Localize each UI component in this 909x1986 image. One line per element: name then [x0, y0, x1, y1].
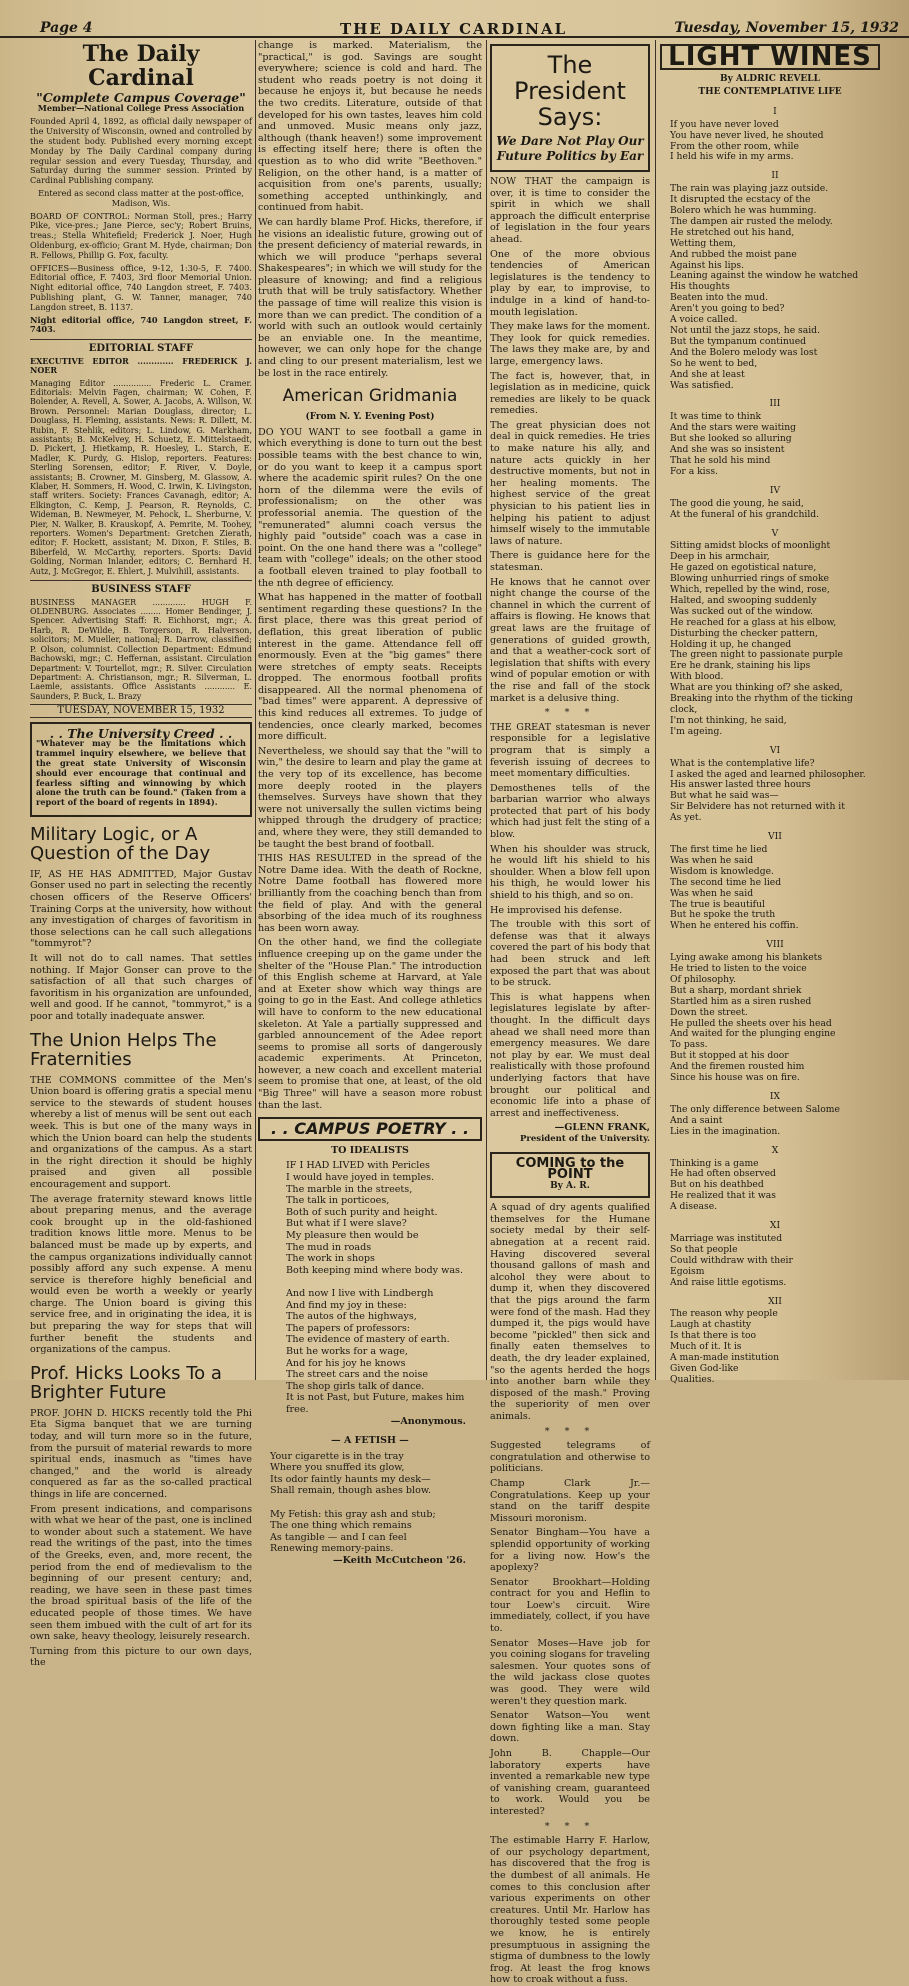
column-rule: [655, 40, 656, 1380]
poem-line: Since his house was on fire.: [670, 1072, 800, 1084]
light-wines-byline: By ALDRIC REVELL: [720, 73, 820, 84]
light-wines-box: [660, 44, 880, 70]
poem-line: If you have never loved: [670, 118, 779, 130]
poem-line: I held his wife in my arms.: [670, 151, 794, 163]
column-4: [660, 40, 880, 1385]
paragraph: This is what happens when legislatures legislate by after-thought. In the difficult days ahead we shall need more than emergency measures. We dare not play by ear. We must deal realistically with those profound underlying factors that have brought our political and economic life into a phase of arrest and ineffectiveness.: [490, 991, 650, 1119]
paragraph: THIS HAS RESULTED in the spread of the Notre Dame idea. With the death of Rockne, Notre Dame football has flowered more brilliantly from the coaching bench than from the field of play. And with the general absorbing of the idea much of its roughness has been worn away.: [258, 853, 482, 934]
poem-line: IF I HAD LIVED with Pericles: [286, 1160, 430, 1172]
poem-line: And now I live with Lindbergh: [286, 1287, 434, 1299]
poem-to-idealists: [258, 1160, 482, 1415]
separator: * * *: [544, 1820, 596, 1832]
poem-line: Shall remain, though ashes blow.: [270, 1485, 432, 1497]
poem-line: Deep in his armchair,: [670, 551, 770, 563]
poem-line: The dampen air rusted the melody.: [670, 215, 833, 227]
paragraph: The fact is, however, that, in legislation as in medicine, quick remedies are likely to be quack remedies.: [490, 370, 650, 417]
poem-line: As tangible — and I can feel: [270, 1531, 407, 1543]
poem-line: The one thing which remains: [270, 1520, 412, 1532]
paragraph: Suggested telegrams of congratulation and otherwise to politicians.: [490, 1440, 650, 1475]
poem-line: Not until the jazz stops, he said.: [670, 325, 820, 336]
column-3: [490, 40, 650, 1986]
column-rule: [255, 40, 256, 1380]
poem-line: The marble in the streets,: [286, 1183, 413, 1195]
paragraph: Senator Moses—Have job for you coining slogans for traveling salesmen. Your quotes sons of the wild jackass close quotes was good. They were wild weren't they question mark.: [490, 1637, 650, 1707]
poem-line: With blood.: [670, 671, 724, 683]
light-wines-poem: [660, 107, 880, 1386]
paragraph: There is guidance here for the statesman.: [490, 550, 650, 573]
poem-line: It was time to think: [670, 411, 762, 423]
paragraph: John B. Chapple—Our laboratory experts have invented a remarkable new type of vanishing cream, guaranteed to work. Would you be interested?: [490, 1748, 650, 1817]
poem-line: That he sold his mind: [670, 454, 771, 466]
poem-line: The only difference between Salome: [670, 1103, 840, 1115]
poem-line: Both of such purity and height.: [286, 1206, 438, 1218]
poem-line: He realized that it was: [670, 1190, 776, 1202]
offices: OFFICES—Business office, 9-12, 1:30-5, F. 7400. Editorial office, F. 7403, 3rd floor Memorial Union. Night editorial office, 740 Langdon street, F. 7403. Publishing plant, G. W. Tanner, manager, 740 Langdon street, B. 1137.: [30, 262, 252, 312]
poem-line: And for his joy he knows: [286, 1357, 406, 1369]
stanza-number: X: [771, 1144, 779, 1156]
poem-line: And the firemen rousted him: [670, 1061, 805, 1073]
article-source: (From N. Y. Evening Post): [305, 412, 435, 423]
poem-line: Down the street.: [670, 1006, 748, 1018]
poem-line: It is not Past, but Future, makes him free.: [286, 1392, 465, 1415]
paragraph: We can hardly blame Prof. Hicks, therefore, if he visions an idealistic future, growing out of the present deficiency of material rewards, in which we will produce "perhaps several Shakespeares"; in which we will study for the pleasure of knowing; and find a religious truth that will be truly satisfactory. Whether the passage of time will realize this vision is more than we can predict. The condition of a world with such an outlook would certainly be an enviable one. In the meantime, however, we can only hope for the change and cling to our present materialism, lest we be lost in the race entirely.: [258, 216, 482, 379]
executive-editor: EXECUTIVE EDITOR ............. FREDERICK J. NOER: [30, 355, 252, 376]
column-rule: [486, 40, 487, 1380]
poem-line: The first time he lied: [670, 843, 768, 855]
paragraph: The estimable Harry F. Harlow, of our psychology department, has discovered that the frog is the dumbest of all animals. He comes to this conclusion after various experiments on other creatures. Until Mr. Harlow has thoroughly tested some people we know, he is entirely presumptuous in assigning the stigma of dumbness to the lowly frog. At least the frog knows how to croak without a fuss.: [490, 1835, 650, 1986]
poem-line: Which, repelled by the wind, rose,: [670, 584, 830, 596]
poem-line: The evidence of mastery of earth.: [286, 1334, 450, 1346]
poem-line: The green night to passionate purple: [670, 649, 843, 661]
poem-line: Bolero which he was humming.: [670, 205, 817, 217]
poem-line: As yet.: [670, 812, 702, 824]
poem-line: [270, 1497, 482, 1509]
poem-line: [286, 1276, 482, 1288]
newspaper-name: THE DAILY CARDINAL: [340, 20, 568, 38]
paragraph: He knows that he cannot over night change the course of the channel in which the current of affairs is flowing. He knows that great laws are the fruitage of generations of guided growth, and that a weather-cock sort of legislation that shifts with every wind of popular emotion or with the rise and fall of the stock market is a delusive thing.: [490, 576, 650, 704]
poem-line: You have never lived, he shouted: [670, 129, 824, 141]
signature: —GLENN FRANK,: [554, 1122, 650, 1134]
poem-line: Thinking is a game: [670, 1157, 759, 1169]
coming-to-the-point-title: COMING to the POINT: [515, 1155, 625, 1183]
poem-line: And the Bolero melody was lost: [670, 346, 818, 358]
poem-line: The talk in porticoes,: [286, 1195, 390, 1207]
stanza-number: V: [771, 527, 779, 539]
poem-line: My pleasure then would be: [286, 1230, 419, 1241]
paragraph: DO YOU WANT to see football a game in which everything is done to turn out the best possible teams with the best chance to win, or do you want to keep it a campus sport where the academic spirit rules? On the one horn of the dilemma were the evils of professionalism; on the other was professorial anemia. The question of the "remunerated" alumni coach versus the highly paid "outside" coach was a case in point. On the one hand there was a "college" team with "college" ideals; on the other stood a football eleven trained to play football to the nth degree of efficiency.: [258, 426, 482, 589]
poem-line: The papers of professors:: [286, 1322, 411, 1334]
stanza-number: VII: [768, 831, 782, 843]
poem-line: His thoughts: [670, 281, 730, 293]
poem-line: Halted, and swooping suddenly: [670, 594, 817, 606]
coming-to-the-point-box: [490, 1152, 650, 1199]
paragraph: Senator Bingham—You have a splendid opportunity of working for a living now. How's the apoplexy?: [490, 1527, 650, 1574]
headline-prof-hicks: Prof. Hicks Looks To a Brighter Future: [30, 1362, 222, 1403]
poem-line: The autos of the highways,: [286, 1311, 417, 1323]
paragraph: On the other hand, we find the collegiate influence creeping up on the game under the shelter of the "House Plan." The introduction of this English scheme at Harvard, at Yale and at Exeter show which way things are going to go in the East. And college athletics will have to conform to the new educational skeleton. At Yale a partially suppressed and garbled announcement of the Adee report seems to promise all sorts of dangerously academic experiments. At Princeton, however, a new coach and excellent material seem to promise that one, at least, of the old "Big Three" will have a season more robust than the last.: [258, 937, 482, 1111]
light-wines-subtitle: THE CONTEMPLATIVE LIFE: [698, 87, 842, 98]
paragraph: IF, AS HE HAS ADMITTED, Major Gustav Gonser used no part in selecting the recently chosen officers of the Reserve Officers' Training Corps at the university, how without any investigation of charges of favoritism in those selections can he call such allegations "tommyrot"?: [30, 868, 252, 950]
headline-american-gridmania: American Gridmania: [282, 386, 458, 407]
poem-line: Blowing unhurried rings of smoke: [670, 573, 829, 585]
separator: * * *: [544, 707, 596, 719]
paragraph: THE GREAT statesman is never responsible for a legislative program that is simply a feverish issuing of decrees to meet momentary difficulties.: [490, 721, 650, 780]
poem-title: TO IDEALISTS: [331, 1144, 409, 1156]
poem-line: Wetting them,: [670, 237, 736, 249]
column-1: [30, 40, 252, 1669]
poem-line: So he went to bed,: [670, 357, 758, 369]
poem-line: Was when he said: [670, 854, 754, 866]
poem-line: He stretched out his hand,: [670, 226, 795, 238]
business-staff-list: BUSINESS MANAGER ............. HUGH F. OLDENBURG. Associates ........ Homer Bendinger, J. Spencer. Advertising Staff: R. Eichhorst, mgr.; A. Harb, R. DeWilde, B. Torgerson, R. Halverson, solicitors; M. Mueller, national; R. Darrow, classified; P. Olson, columnist. Collection Department: Edmund Bachowski, mgr.; C. Heffernan, assistant. Circulation Department: V. Tourtellot, mgr.; R. Silver. Circulation Department: A. Christianson, mgr.; R. Silverman, L. Laemle, assistants. Office Assistants ............ E. Saunders, P. Buck, L. Brazy: [30, 597, 252, 701]
poem-line: And find my joy in these:: [286, 1299, 407, 1311]
paragraph: From present indications, and comparisons with what we hear of the past, one is inclined to wonder about such a statement. We have read the writings of the past, into the times of the Greeks, even, and, more recent, the period from the end of medievalism to the beginning of our present century; and, reading, we have seen in these past times the broad spiritual basis of the life of the educated people of those times. We have seen them imbued with the cult of art for its own sake, heavy theology, leisurely research.: [30, 1503, 252, 1643]
paragraph: A squad of dry agents qualified themselves for the Humane society medal by their self-abnegation at a recent raid. Having discovered several thousand gallons of mash and alcohol they were about to dump it, when they discovered that the pigs around the farm were fond of the mash. Had they dumped it, the pigs would have become "pickled" then sick and finally eaten themselves to death, the dry leader explained, "so the agents herded the hogs into another barn while they disposed of the mash." Proving the superiority of men over animals.: [490, 1202, 650, 1422]
poem-line: So that people: [670, 1243, 738, 1255]
paragraph: They make laws for the moment. They look for quick remedies. The laws they make are, by and large, emergency laws.: [490, 321, 650, 367]
poem-line: What are you thinking of? she asked,: [670, 682, 843, 694]
poem-line: Startled him as a siren rushed: [670, 995, 812, 1007]
poem-line: He had often observed: [670, 1168, 776, 1180]
president-says-subtitle: We Dare Not Play Our Future Politics by Ear: [496, 134, 644, 163]
president-says-title: The President Says:: [514, 51, 626, 131]
poem-line: The reason why people: [670, 1308, 778, 1320]
poem-line: He gazed on egotistical nature,: [670, 562, 817, 574]
paragraph: Champ Clark Jr.—Congratulations. Keep up your stand on the tariff despite Missouri moronism.: [490, 1477, 650, 1524]
poem-line: The good die young, he said,: [670, 497, 804, 509]
poem-line: Disturbing the checker pattern,: [670, 627, 818, 639]
university-creed-box: [30, 722, 252, 817]
paragraph: PROF. JOHN D. HICKS recently told the Phi Eta Sigma banquet that we are turning today, and will turn more so in the future, from the pursuit of material rewards to more spiritual ends, inasmuch as "times have changed," and the world is already conquered as far as the so-called practical things in life are concerned.: [30, 1407, 252, 1501]
editorial-staff-list: Managing Editor ............... Frederic L. Cramer. Editorials: Melvin Fagen, chairman; W. Cohen, F. Bolender, A. Revell, A. Sower, A. Jacobs, A. Willson, W. Brown. Personnel: Marian Douglass, director; L. Douglass, H. Fleming, assistants. News: R. Dillett, M. Rubin, F. Stehlik, editors; L. Lindow, G. Markham, assistants; B. McKelvey, H. Schuetz, E. Mittelstaedt, D. Pickert, J. Hietkamp, R. Hoesley, L. Starch, E. Madler, K. Purdy, G. Hislop, reporters. Features: Sterling Sorensen, editor; F. River, V. Doyle, assistants; B. Crowner, M. Ginsberg, M. Glassow, A. Klaber, H. Sommers, H. Wood, C. Irwin, K. Livingston, staff writers. Society: Frances Cavanagh, editor; A. Elkington, C. Kemp, J. Pearson, R. Reynolds, C. Wideman, B. Newmeyer, M. Pehock, L. Sherburne, V. Pier, N. Walker, B. Krauskopf, A. Pemrite, M. Toohey, reporters. Women's Department: Gretchen Zierath, editor; F. Hockett, assistant; M. Dixon, F. Stiles, B. Biberfeld, W. McCarthy, reporters. Sports: David Golding, Norman Inlander, editors; C. Bernhard H. Autz, J. McGregor, E. Ehlert, J. Mulvihill, assistants.: [30, 378, 252, 576]
paragraph: He improvised his defense.: [490, 904, 623, 916]
poem-line: Was when he said: [670, 887, 754, 899]
poem-line: When he entered his coffin.: [670, 920, 799, 932]
poem-line: Of philosophy.: [670, 973, 736, 985]
poem-line: Beaten into the mud.: [670, 292, 769, 304]
poem-line: I would have joyed in temples.: [286, 1172, 435, 1184]
poem-line: My Fetish: this gray ash and stub;: [270, 1508, 436, 1520]
poem-line: Could withdraw with their: [670, 1254, 793, 1266]
poem-line: It disrupted the ecstacy of the: [670, 194, 811, 206]
creed-text: "Whatever may be the limitations which trammel inquiry elsewhere, we believe that the great state University of Wisconsin should ever encourage that continual and fearless sifting and winnowing by which alone the truth can be found." (Taken from a report of the board of regents in 1894).: [36, 738, 246, 808]
poem-line: The mud in roads: [286, 1241, 372, 1253]
poem-a-fetish: [258, 1451, 482, 1555]
page-number: Page 4: [40, 20, 93, 36]
poem-line: And a saint: [670, 1114, 723, 1126]
paragraph: NOW THAT the campaign is over, it is time to consider the spirit in which we shall approach the difficult enterprise of legislation in the four years ahead.: [490, 176, 650, 245]
poem-line: And the stars were waiting: [670, 422, 796, 434]
poem-line: Leaning against the window he watched: [670, 270, 859, 282]
poem-line: But on his deathbed: [670, 1179, 764, 1191]
paragraph: What has happened in the matter of football sentiment regarding these questions? In the first place, there was this great period of deflation, this great liberation of public interest in the game. Attendance fell off enormously. Even at the "big games" there were stretches of empty seats. Receipts dropped. The enormous football profits disappeared. All the normal phenomena of "bad times" were apparent. A depressive of this kind reduces all extremes. To judge of tendencies, once clearly marked, becomes more difficult.: [258, 592, 482, 743]
poem-line: Is that there is too: [670, 1330, 757, 1342]
poem-line: Sitting amidst blocks of moonlight: [670, 540, 831, 552]
poem-title: — A FETISH —: [331, 1435, 409, 1447]
creed-title: . . The University Creed . .: [49, 725, 233, 741]
poem-line: Laugh at chastity: [670, 1319, 752, 1331]
paragraph: When his shoulder was struck, he would lift his shield to his shoulder. When a blow fell upon his thigh, he would lower his shield to his thigh, and so on.: [490, 843, 650, 902]
stanza-number: XII: [768, 1295, 782, 1307]
poem-line: Egoism: [670, 1265, 705, 1277]
stanza-number: VIII: [766, 939, 784, 951]
poem-line: Where you snuffed its glow,: [270, 1462, 405, 1474]
paragraph: Demosthenes tells of the barbarian warrior who always protected that part of his body which had just felt the sting of a blow.: [490, 782, 650, 841]
poem-line: I'm not thinking, he said,: [670, 714, 787, 726]
poem-line: Qualities.: [670, 1373, 715, 1385]
paragraph: Senator Brookhart—Holding contract for you and Heflin to tour Loew's circuit. Wire immediately, collect, if you have to.: [490, 1576, 650, 1635]
poem-line: His answer lasted three hours: [670, 779, 811, 791]
poem-line: A voice called.: [670, 314, 738, 326]
poem-line: The second time he lied: [670, 876, 782, 888]
poem-line: A disease.: [670, 1201, 718, 1213]
poem-line: Given God-like: [670, 1362, 739, 1374]
signature-title: President of the University.: [520, 1133, 650, 1144]
paragraph: One of the more obvious tendencies of American legislatures is the tendency to play by ear, to improvise, to indulge in a kind of hand-to-mouth legislation.: [490, 248, 650, 318]
poem-line: But he spoke the truth: [670, 909, 776, 921]
light-wines-title: LIGHT WINES: [668, 42, 872, 72]
paragraph: Senator Watson—You went down fighting like a man. Stay down.: [490, 1710, 650, 1745]
poem-line: At the funeral of his grandchild.: [670, 508, 820, 520]
headline-military-logic: Military Logic, or A Question of the Day: [30, 823, 211, 864]
stanza-number: XI: [769, 1220, 781, 1232]
paragraph: It will not do to call names. That settles nothing. If Major Gonser can prove to the satisfaction of all that such charges of favoritism in his organization are unfounded, well and good. If he cannot, "tommyrot," is a poor and totally inadequate answer.: [30, 953, 252, 1023]
poem-line: Sir Belvidere has not returned with it: [670, 801, 845, 813]
poem-line: The true is beautiful: [670, 898, 765, 910]
poem-line: To pass.: [670, 1039, 708, 1051]
poem-line: Its odor faintly haunts my desk—: [270, 1473, 431, 1485]
poem-line: Against his lips.: [670, 259, 745, 271]
poem-line: Ere he drank, staining his lips: [670, 660, 811, 672]
poem-line: And waited for the plunging engine: [670, 1028, 836, 1040]
poem-line: From the other room, while: [670, 140, 799, 152]
poem-line: But what if I were slave?: [286, 1218, 407, 1230]
poem-line: But what he said was—: [670, 790, 779, 802]
poem-line: Renewing memory-pains.: [270, 1543, 394, 1555]
poem-line: And she at least: [670, 368, 745, 380]
poem-line: Was satisfied.: [670, 379, 734, 391]
poem-line: A man-made institution: [670, 1352, 780, 1364]
campus-poetry-box: [258, 1117, 482, 1141]
stanza-number: III: [769, 398, 781, 410]
membership: Member—National College Press Association: [37, 102, 245, 113]
poem-line: The shop girls talk of dance.: [286, 1380, 425, 1392]
stanza-number: I: [773, 105, 777, 117]
stanza-number: IX: [769, 1091, 781, 1102]
poem-author: —Keith McCutcheon '26.: [333, 1555, 466, 1567]
poem-line: Breaking into the rhythm of the ticking clock,: [670, 693, 853, 715]
night-office: Night editorial office, 740 Langdon street, F. 7403.: [30, 314, 252, 335]
board-of-control: BOARD OF CONTROL: Norman Stoll, pres.; Harry Pike, vice-pres.; Jane Pierce, sec'y; Robert Bruins, treas.; Stella Whitefield; Frederick J. Noer, Hugh Oldenburg, ex-officio; Grant M. Hyde, chairman; Don R. Fellows, Phillip G. Fox, faculty.: [30, 210, 252, 260]
poem-line: And she was so insistent: [670, 444, 785, 456]
poem-line: For a kiss.: [670, 465, 718, 477]
president-says-box: [490, 44, 650, 172]
poem-line: Your cigarette is in the tray: [270, 1450, 404, 1462]
poem-line: But the tympanum continued: [670, 335, 807, 347]
paragraph: The trouble with this sort of defense was that it always covered the part of his body that had been struck and left exposed the part that was about to be struck.: [490, 919, 650, 989]
poem-line: But a sharp, mordant shriek: [670, 984, 802, 996]
entry-note: Entered as second class matter at the post-office, Madison, Wis.: [38, 187, 244, 208]
poem-line: But she looked so alluring: [670, 433, 792, 445]
stanza-number: IV: [769, 484, 781, 496]
column-2: [258, 40, 482, 1567]
poem-line: Marriage was instituted: [670, 1232, 783, 1244]
stanza-number: II: [771, 170, 779, 182]
poem-line: I'm ageing.: [670, 725, 723, 737]
campus-poetry-title: . . CAMPUS POETRY . .: [270, 1119, 470, 1139]
dateline: TUESDAY, NOVEMBER 15, 1932: [30, 704, 252, 718]
poem-line: He pulled the sheets over his head: [670, 1017, 832, 1029]
separator: * * *: [544, 1425, 596, 1437]
poem-line: But it stopped at his door: [670, 1050, 789, 1062]
paragraph: Turning from this picture to our own days, the: [30, 1645, 252, 1669]
paragraph: THE COMMONS committee of the Men's Union board is offering gratis a special menu service to the stewards of student houses whereby a list of menus will be sent out each week. This is but one of the many ways in which the Union board can help the students and organizations of the campus. As a start in the right direction it should be highly praised and given all possible encouragement and support.: [30, 1074, 252, 1190]
poem-line: But he works for a wage,: [286, 1345, 408, 1357]
poem-line: Lies in the imagination.: [670, 1125, 781, 1137]
poem-line: He tried to listen to the voice: [670, 963, 807, 975]
paragraph: The great physician does not deal in quick remedies. He tries to make nature his ally, and nature acts quickly in her destructive moments, but not in her healing moments. The highest service of the great physician to his patient lies in helping his patient to adjust himself wisely to the immutable laws of nature.: [490, 419, 650, 547]
poem-line: I asked the aged and learned philosopher.: [670, 768, 866, 780]
business-staff-heading: BUSINESS STAFF: [30, 580, 252, 596]
poem-line: Wisdom is knowledge.: [670, 865, 774, 877]
paragraph: The average fraternity steward knows little about preparing menus, and the average cook brought up in the old-fashioned tradition knows little more. Menus to be balanced must be made up by experts, and the campus organizations individually cannot possibly afford any such expense. A menu service is therefore highly beneficial and would even be worth a weekly or yearly charge. The Union board is giving this service free, and in originating the idea, it is but preparing the way for steps that will further benefit the students and organizations of the campus.: [30, 1193, 252, 1356]
stanza-number: VI: [769, 744, 781, 756]
issue-date: Tuesday, November 15, 1932: [674, 20, 899, 36]
poem-line: Was sucked out of the window.: [670, 605, 814, 617]
paragraph: Nevertheless, we should say that the "will to win," the desire to learn and play the game at the very top of its excellence, has become more deeply rooted in the players themselves. Surveys have shown that they were not universally the sullen victims being whipped through the drudgery of practice; and, where they were, they still demanded to be taught the best brand of football.: [258, 745, 482, 850]
poem-line: Both keeping mind where body was.: [286, 1264, 464, 1276]
paper-title: The Daily Cardinal: [82, 41, 200, 91]
editorial-staff-heading: EDITORIAL STAFF: [30, 339, 252, 355]
poem-line: The rain was playing jazz outside.: [670, 183, 829, 195]
page-header: [0, 0, 909, 38]
headline-union-helps: The Union Helps The Fraternities: [30, 1029, 217, 1070]
poem-line: Aren't you going to bed?: [670, 303, 785, 315]
poem-line: He reached for a glass at his elbow,: [670, 616, 837, 628]
poem-author: —Anonymous.: [390, 1415, 466, 1427]
paper-motto: "Complete Campus Coverage": [36, 90, 246, 105]
poem-line: And rubbed the moist pane: [670, 248, 797, 260]
poem-line: What is the contemplative life?: [670, 757, 815, 769]
poem-line: Much of it. It is: [670, 1341, 742, 1353]
column-byline: By A. R.: [550, 1180, 590, 1191]
paragraph: change is marked. Materialism, the "practical," is god. Savings are sought everywhere; science is cold and hard. The student who reads poetry is not doing it because he enjoys it, but because he needs the two credits. Literature, outside of that developed for his own tastes, leaves him cold and unmoved. Music means only jazz, although (thank heaven!) some improvement is effecting itself here; there is often the question as to who did write "Beethoven." Religion, on the other hand, is a matter of acquisition from one's parents, usually; something accepted unthinkingly, and continued from habit.: [258, 40, 482, 214]
poem-line: The street cars and the noise: [286, 1369, 429, 1381]
founding-note: Founded April 4, 1892, as official daily newspaper of the University of Wisconsin, owned and controlled by the student body. Published every morning except Monday by The Daily Cardinal company during regular session and every Tuesday, Thursday, and Saturday during the summer session. Printed by Cardinal Publishing company.: [30, 116, 252, 186]
poem-line: Lying awake among his blankets: [670, 952, 823, 964]
poem-line: And raise little egotisms.: [670, 1276, 787, 1288]
poem-line: The work in shops: [286, 1253, 375, 1265]
poem-line: Holding it up, he changed: [670, 638, 792, 650]
